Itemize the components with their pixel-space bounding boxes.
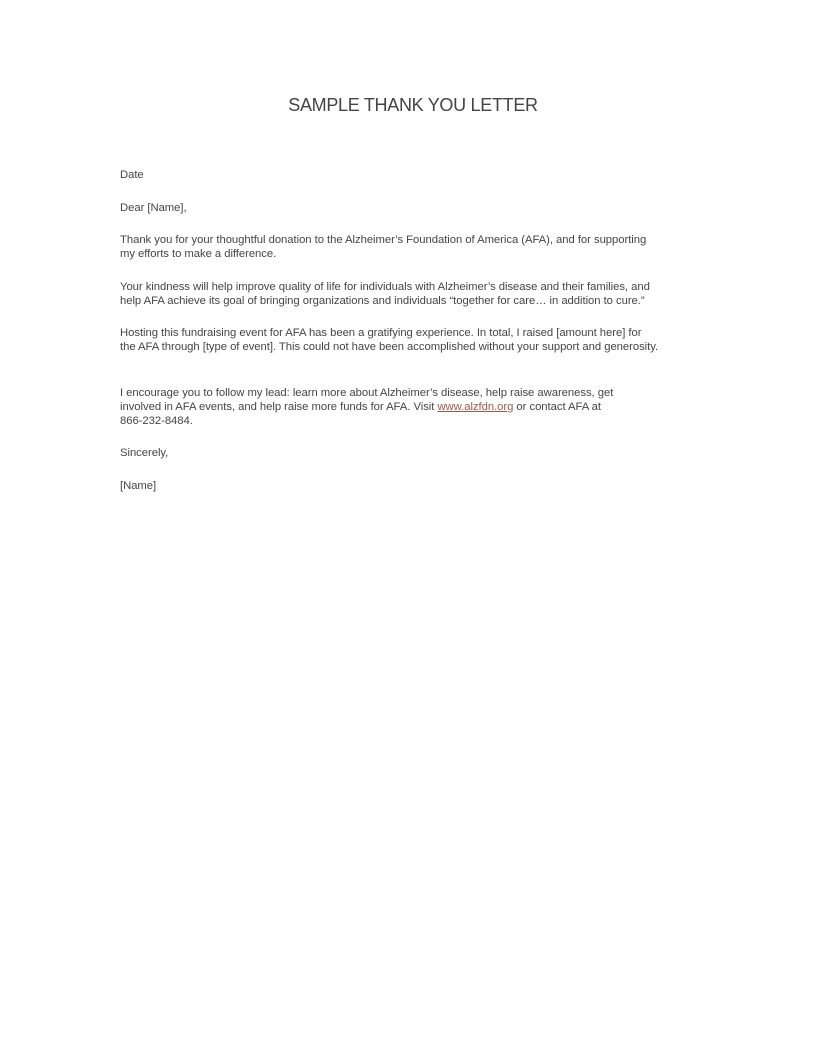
encourage-line-2-before: involved in AFA events, and help raise more funds for AFA. Visit (120, 401, 438, 413)
hosting-line-1: Hosting this fundraising event for AFA has been a gratifying experience. In total, I raised [amount here] for (120, 327, 642, 339)
kindness-line-2: help AFA achieve its goal of bringing organizations and individuals “together for care… in addition to cure.” (120, 295, 645, 307)
encourage-line-1: I encourage you to follow my lead: learn more about Alzheimer’s disease, help raise awareness, get (120, 387, 614, 399)
thanks-line-2: my efforts to make a difference. (120, 248, 277, 260)
website-link[interactable]: www.alzfdn.org (437, 401, 514, 413)
hosting-paragraph (120, 326, 710, 354)
closing: Sincerely, (120, 447, 169, 459)
thanks-line-1: Thank you for your thoughtful donation to the Alzheimer’s Foundation of America (AFA), and for supporting (120, 234, 647, 246)
salutation: Dear [Name], (120, 202, 187, 214)
encourage-line-2 (120, 400, 710, 414)
encourage-line-2-after: or contact AFA at (513, 401, 601, 413)
hosting-line-2: the AFA through [type of event]. This could not have been accomplished without your support and generosity. (120, 341, 659, 353)
kindness-line-1: Your kindness will help improve quality of life for individuals with Alzheimer’s disease and their families, and (120, 281, 650, 293)
encourage-line-3: 866-232-8484. (120, 415, 193, 427)
encourage-paragraph (120, 386, 710, 428)
signature: [Name] (120, 480, 157, 492)
thanks-paragraph (120, 233, 710, 261)
kindness-paragraph (120, 280, 710, 308)
letter-title: SAMPLE THANK YOU LETTER (288, 95, 538, 115)
date-line: Date (120, 169, 144, 181)
